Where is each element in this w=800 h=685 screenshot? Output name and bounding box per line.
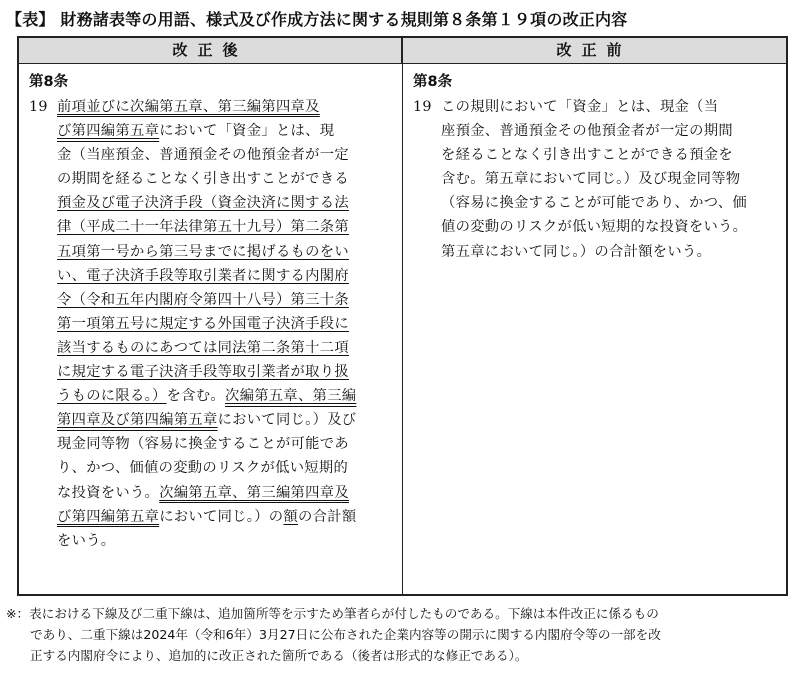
double-underlined-text: び第四編第五章 bbox=[57, 508, 160, 525]
header-before: 改正前 bbox=[402, 38, 786, 64]
after-text-line bbox=[29, 456, 395, 480]
after-text-line bbox=[29, 191, 395, 215]
before-text-line bbox=[413, 215, 779, 239]
double-underlined-text: 前項並びに次編第五章、第三編第四章及 bbox=[57, 99, 320, 115]
footnote-line: であり、二重下線は2024年（令和6年）3月27日に公布された企業内容等の開示に関する内閣府令等の一部を改 bbox=[30, 627, 661, 642]
after-text-line bbox=[29, 336, 395, 360]
text-segment: り、かつ、価値の変動のリスクが低い短期的 bbox=[57, 460, 349, 477]
double-underlined-text: 次編第五章、第三編第四章及 bbox=[159, 484, 349, 501]
underlined-text: い、電子決済手段等取引業者に関する内閣府 bbox=[57, 267, 349, 284]
text-segment: この規則において「資金」とは、現金（当 bbox=[441, 99, 719, 115]
text-segment: をいう。 bbox=[57, 532, 116, 549]
text-segment: において同じ。）の bbox=[159, 508, 284, 525]
text-segment: （容易に換金することが可能であり、かつ、価 bbox=[441, 195, 747, 212]
after-item-number: 19 bbox=[29, 99, 48, 115]
double-underlined-text: 第四章及び第四編第五章 bbox=[57, 412, 218, 429]
text-segment: において同じ。）及び bbox=[217, 412, 357, 429]
underlined-text: 該当するものにあつては同法第二条第十二項 bbox=[57, 339, 349, 356]
text-segment: を含む。 bbox=[166, 388, 226, 405]
underlined-text: うものに限る。） bbox=[57, 388, 167, 405]
text-segment: において「資金」とは、現 bbox=[159, 123, 335, 140]
after-text-line bbox=[29, 167, 395, 191]
underlined-text: に規定する電子決済手段等取引業者が取り扱 bbox=[57, 364, 349, 381]
before-text-line bbox=[413, 191, 779, 215]
after-text-line bbox=[29, 143, 395, 167]
text-segment: の合計額 bbox=[298, 508, 357, 525]
before-text-line bbox=[413, 167, 779, 191]
after-text-line bbox=[29, 384, 395, 408]
underlined-text: 額 bbox=[283, 508, 299, 525]
after-text-line bbox=[29, 432, 395, 456]
text-segment: な投資をいう。 bbox=[57, 484, 160, 501]
after-text-line bbox=[29, 95, 395, 119]
before-text bbox=[413, 95, 779, 264]
underlined-text: 第一項第五号に規定する外国電子決済手段に bbox=[57, 315, 349, 332]
text-segment: 値の変動のリスクが低い短期的な投資をいう。 bbox=[441, 219, 748, 236]
after-text-line bbox=[29, 215, 395, 239]
table-title: 【表】 財務諸表等の用語、様式及び作成方法に関する規則第８条第１９項の改正内容 bbox=[6, 10, 628, 29]
after-text-line bbox=[29, 481, 395, 505]
before-item-number: 19 bbox=[413, 99, 432, 115]
after-column bbox=[29, 70, 395, 553]
text-segment: 金（当座預金、普通預金その他預金者が一定 bbox=[57, 147, 349, 164]
after-text-line bbox=[29, 119, 395, 143]
double-underlined-text: 次編第五章、第三編 bbox=[225, 388, 357, 405]
before-text-line bbox=[413, 143, 779, 167]
text-segment: 現金同等物（容易に換金することが可能であ bbox=[57, 436, 349, 453]
after-text-line bbox=[29, 408, 395, 432]
footnote bbox=[6, 603, 790, 666]
underlined-text: 預金及び電子決済手段（資金決済に関する法 bbox=[57, 195, 349, 212]
before-text-line bbox=[413, 240, 779, 264]
after-text bbox=[29, 95, 395, 553]
text-segment: 含む。第五章において同じ。）及び現金同等物 bbox=[441, 171, 741, 188]
after-text-line bbox=[29, 505, 395, 529]
before-article-label: 第8条 bbox=[413, 74, 453, 90]
footnote-line: ※：表における下線及び二重下線は、追加箇所等を示すため筆者らが付したものである。下線は本件改正に係るもの bbox=[6, 606, 659, 621]
after-text-line bbox=[29, 312, 395, 336]
text-segment: 第五章において同じ。）の合計額をいう。 bbox=[441, 243, 712, 260]
after-text-line bbox=[29, 529, 395, 553]
after-text-line bbox=[29, 288, 395, 312]
footnote-line: 正する内閣府令により、追加的に改正された箇所である（後者は形式的な修正である）。 bbox=[30, 648, 528, 663]
underlined-text: 律（平成二十一年法律第五十九号）第二条第 bbox=[57, 219, 349, 236]
after-text-line bbox=[29, 264, 395, 288]
underlined-text: 五項第一号から第三号までに掲げるものをい bbox=[57, 243, 349, 260]
before-text-line bbox=[413, 119, 779, 143]
column-divider bbox=[402, 38, 403, 594]
double-underlined-text: び第四編第五章 bbox=[57, 123, 160, 140]
text-segment: を経ることなく引き出すことができる預金を bbox=[441, 147, 733, 164]
comparison-table bbox=[17, 36, 788, 596]
after-text-line bbox=[29, 240, 395, 264]
text-segment: の期間を経ることなく引き出すことができる bbox=[57, 171, 349, 188]
underlined-text: 令（令和五年内閣府令第四十八号）第三十条 bbox=[57, 291, 349, 308]
text-segment: 座預金、普通預金その他預金者が一定の期間 bbox=[441, 123, 733, 140]
before-column bbox=[413, 70, 779, 264]
after-article-label: 第8条 bbox=[29, 74, 69, 90]
after-text-line bbox=[29, 360, 395, 384]
header-after: 改正後 bbox=[19, 38, 402, 64]
before-text-line bbox=[413, 95, 779, 119]
